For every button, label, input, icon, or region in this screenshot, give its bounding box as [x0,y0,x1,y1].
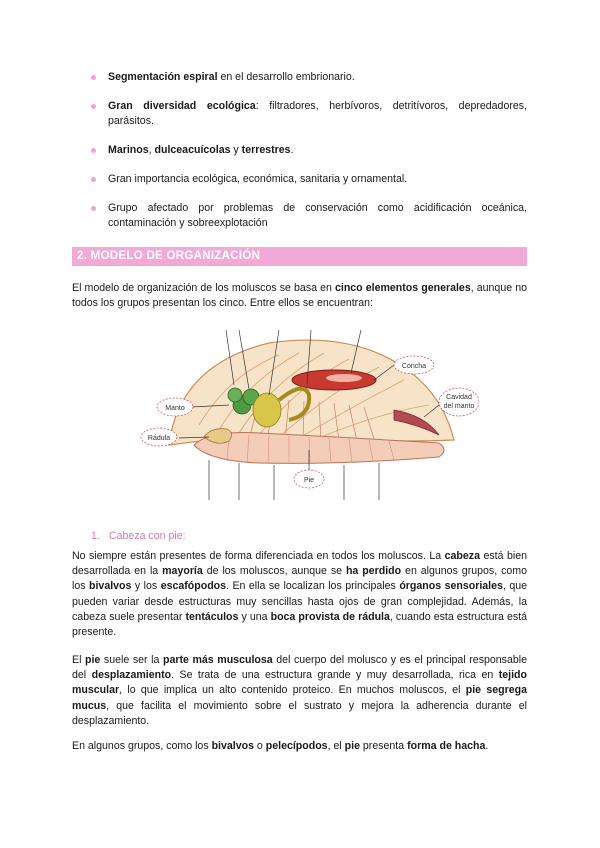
list-text: y [230,144,242,156]
digestive-gland [228,388,242,402]
list-text: . [290,144,294,156]
bold-term: dulceacuícolas [154,144,231,156]
stomach-organ [253,393,281,427]
bullet-icon [91,75,96,80]
label-radula: Rádula [147,435,171,442]
paragraph-bivalves: En algunos grupos, como los bivalvos o pelecípodos, el pie presenta forma de hacha. [72,740,489,752]
bold-term: Marinos [108,144,149,156]
list-item [90,201,527,231]
label-cavidad-2: del manto [443,403,475,410]
list-item [90,172,527,187]
bullet-icon [91,177,96,182]
list-text: Gran importancia ecológica, económica, sanitaria y ornamental. [108,173,408,185]
bullet-icon [91,148,96,153]
mollusc-anatomy-figure [139,325,479,500]
list-item [90,70,527,85]
list-item [90,99,527,129]
section-title: 2. MODELO DE ORGANIZACIÓN [77,250,261,262]
label-cavidad: Cavidad [446,394,472,401]
list-text: Grupo afectado por problemas de conservación como acidificación oceánica, contaminación y sobreexplotación [108,202,527,229]
bold-term: Segmentación espiral [108,71,218,83]
list-text: , [148,144,155,156]
list-text: : filtradores, herbívoros, detritívoros, depredadores, parásitos. [108,100,527,127]
feature-list [90,70,527,245]
label-pie: Pie [303,477,315,484]
subsection-number: 1. [91,530,100,542]
intro-paragraph: El modelo de organización de los moluscos se basa en cinco elementos generales, aunque no todos los grupos presentan los cinco. Entre ellos se encuentran: [72,282,527,310]
mollusc-diagram [139,325,479,500]
subsection-title: Cabeza con pie: [109,530,186,542]
label-bubble [439,388,479,416]
label-manto: Manto [165,405,185,412]
subsection-heading [91,530,186,542]
paragraph-foot: El pie suele ser la parte más musculosa del cuerpo del molusco y es el principal responsable del desplazamiento. Se trata de una estructura grande y muy desarrollada, rica en tejido muscular, lo que implica un alto contenido proteico. En muchos moluscos, el pie segrega mucus, que facilita el movimiento sobre el sustrato y mejora la adherencia durante el desplazamiento. [72,654,527,727]
bullet-icon [91,104,96,109]
section-header [72,247,527,266]
bold-term: terrestres [241,144,291,156]
bullet-icon [91,206,96,211]
list-text: en el desarrollo embrionario. [217,71,355,83]
bold-term: Gran diversidad ecológica [108,100,256,112]
heart-highlight [326,374,362,382]
list-item [90,143,527,158]
paragraph-head: No siempre están presentes de forma diferenciada en todos los moluscos. La cabeza está bien desarrollada en la mayoría de los moluscos, aunque se ha perdido en algunos grupos, como los bivalvos y los escafópodos. En ella se localizan los principales órganos sensoriales, que pueden variar desde estructuras muy sencillas hasta ojos de gran complejidad. Además, la cabeza suele presentar tentáculos y una boca provista de rádula, cuando esta estructura está presente. [72,550,527,639]
label-concha: Concha [401,363,427,370]
